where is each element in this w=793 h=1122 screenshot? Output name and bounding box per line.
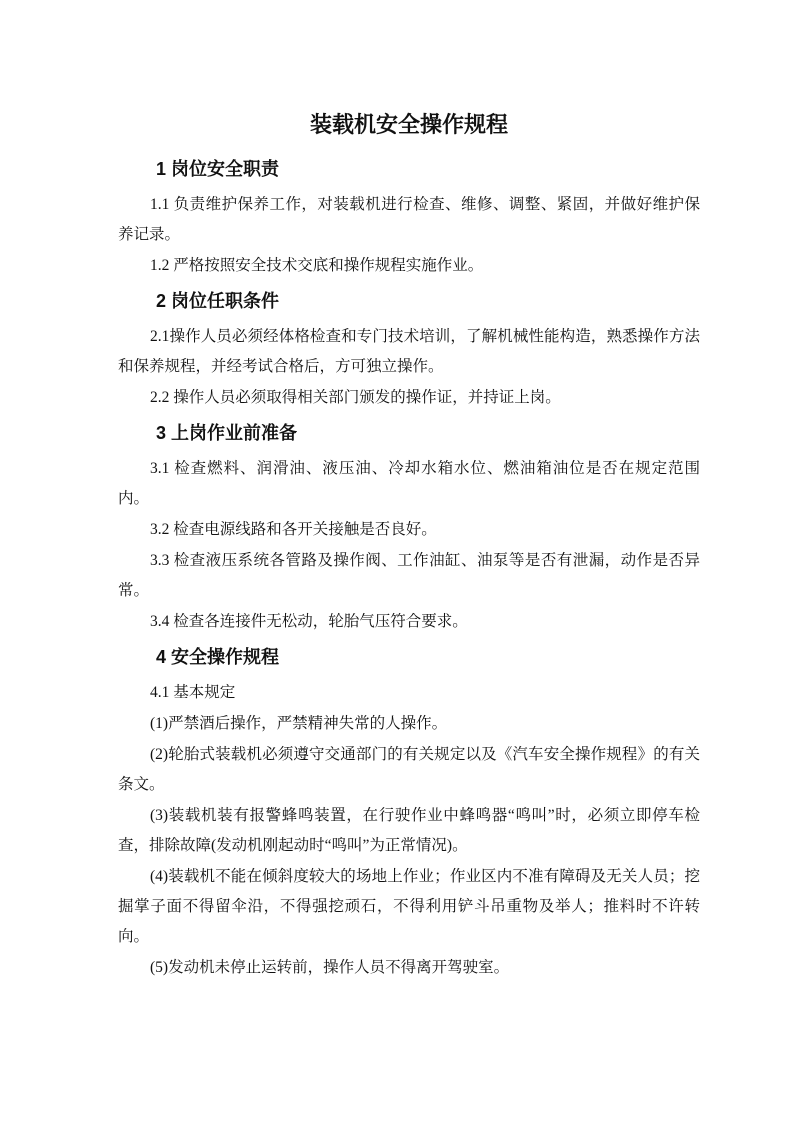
paragraph: 2.2 操作人员必须取得相关部门颁发的操作证，并持证上岗。: [150, 389, 561, 406]
section-heading: 3 上岗作业前准备: [156, 423, 298, 443]
paragraph: (3)装载机装有报警蜂鸣装置，在行驶作业中蜂鸣器“鸣叫”时，必须立即停车检查，排除故障(发动机刚起动时“鸣叫”为正常情况)。: [118, 807, 700, 854]
paragraph: 4.1 基本规定: [150, 684, 236, 701]
paragraph: (2)轮胎式装载机必须遵守交通部门的有关规定以及《汽车安全操作规程》的有关条文。: [118, 746, 700, 793]
section-heading: 2 岗位任职条件: [156, 291, 280, 311]
paragraph: 3.4 检查各连接件无松动，轮胎气压符合要求。: [150, 613, 468, 630]
section-heading: 4 安全操作规程: [156, 647, 280, 667]
paragraph: 3.3 检查液压系统各管路及操作阀、工作油缸、油泵等是否有泄漏，动作是否异常。: [118, 552, 700, 599]
paragraph: 3.1 检查燃料、润滑油、液压油、冷却水箱水位、燃油箱油位是否在规定范围内。: [118, 460, 700, 507]
paragraph: (4)装载机不能在倾斜度较大的场地上作业；作业区内不准有障碍及无关人员；挖掘掌子面不得留伞沿，不得强挖顽石，不得利用铲斗吊重物及举人；推料时不许转向。: [118, 868, 700, 945]
paragraph: 1.2 严格按照安全技术交底和操作规程实施作业。: [150, 257, 484, 274]
paragraph: (5)发动机未停止运转前，操作人员不得离开驾驶室。: [150, 959, 510, 976]
paragraph: 2.1操作人员必须经体格检查和专门技术培训，了解机械性能构造，熟悉操作方法和保养规程，并经考试合格后，方可独立操作。: [118, 328, 700, 375]
section-3: [118, 418, 700, 637]
paragraph: 1.1 负责维护保养工作，对装载机进行检查、维修、调整、紧固，并做好维护保养记录。: [118, 196, 700, 243]
document-title: 装载机安全操作规程: [309, 112, 508, 137]
paragraph: 3.2 检查电源线路和各开关接触是否良好。: [150, 521, 437, 538]
section-4: [118, 642, 700, 983]
section-2: [118, 286, 700, 413]
section-1: [118, 154, 700, 281]
document-page: [118, 108, 700, 984]
paragraph: (1)严禁酒后操作，严禁精神失常的人操作。: [150, 715, 448, 732]
section-heading: 1 岗位安全职责: [156, 159, 280, 179]
